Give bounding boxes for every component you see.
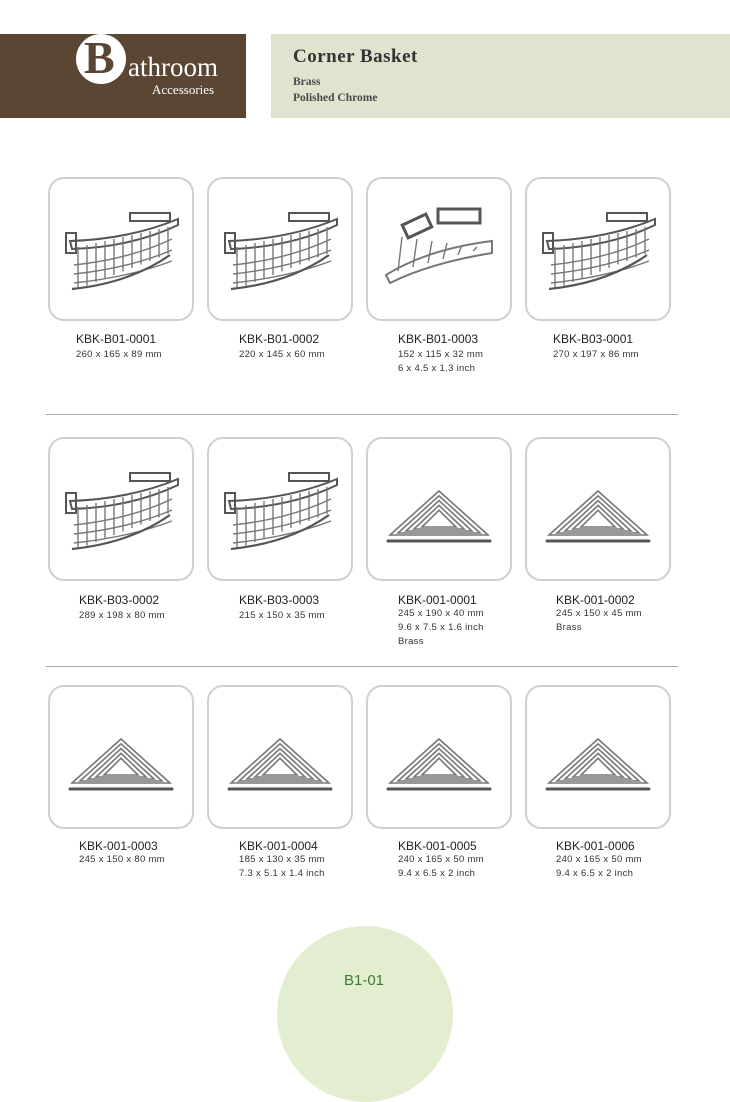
product-dimensions: 185 x 130 x 35 mm — [239, 854, 325, 865]
product-material: Brass — [556, 622, 582, 633]
row-divider — [46, 414, 678, 415]
product-dimensions: 245 x 150 x 80 mm — [79, 854, 165, 865]
corner-basket-image — [209, 439, 351, 579]
product-code: KBK-B01-0003 — [398, 332, 479, 346]
product-code: KBK-001-0001 — [398, 593, 477, 607]
product-code: KBK-001-0003 — [79, 839, 158, 853]
product-card[interactable] — [366, 685, 512, 829]
row-divider — [46, 666, 678, 667]
product-dimensions-inch: 7.3 x 5.1 x 1.4 inch — [239, 868, 325, 879]
corner-basket-image — [50, 179, 192, 319]
product-card[interactable] — [525, 437, 671, 581]
product-card[interactable] — [48, 437, 194, 581]
corner-basket-image — [368, 179, 510, 319]
corner-basket-image — [209, 687, 351, 827]
material-label-2: Polished Chrome — [293, 92, 378, 104]
product-dimensions: 260 x 165 x 89 mm — [76, 349, 162, 360]
product-code: KBK-001-0004 — [239, 839, 318, 853]
product-card[interactable] — [207, 437, 353, 581]
product-code: KBK-B01-0002 — [239, 332, 320, 346]
product-dimensions: 215 x 150 x 35 mm — [239, 610, 325, 621]
product-dimensions: 240 x 165 x 50 mm — [556, 854, 642, 865]
product-code: KBK-B03-0003 — [239, 593, 320, 607]
page-number: B1-01 — [344, 972, 385, 989]
product-card[interactable] — [207, 685, 353, 829]
product-card[interactable] — [48, 685, 194, 829]
corner-basket-image — [209, 179, 351, 319]
product-dimensions-inch: 9.4 x 6.5 x 2 inch — [398, 868, 476, 879]
product-code: KBK-B03-0002 — [79, 593, 160, 607]
product-dimensions-inch: 9.4 x 6.5 x 2 inch — [556, 868, 634, 879]
product-material: Brass — [398, 636, 424, 647]
corner-basket-image — [527, 439, 669, 579]
product-card[interactable] — [48, 177, 194, 321]
product-dimensions: 245 x 190 x 40 mm — [398, 608, 484, 619]
product-code: KBK-001-0005 — [398, 839, 477, 853]
product-card[interactable] — [366, 437, 512, 581]
product-code: KBK-B01-0001 — [76, 332, 157, 346]
product-code: KBK-B03-0001 — [553, 332, 634, 346]
product-code: KBK-001-0006 — [556, 839, 635, 853]
product-card[interactable] — [366, 177, 512, 321]
brand-logo-word: athroom — [128, 52, 218, 82]
brand-logo-letter: B — [84, 32, 115, 83]
corner-basket-image — [50, 439, 192, 579]
product-card[interactable] — [207, 177, 353, 321]
corner-basket-image — [527, 687, 669, 827]
product-dimensions: 220 x 145 x 60 mm — [239, 349, 325, 360]
product-dimensions: 240 x 165 x 50 mm — [398, 854, 484, 865]
product-dimensions: 245 x 150 x 45 mm — [556, 608, 642, 619]
corner-basket-image — [527, 179, 669, 319]
page-number-badge — [277, 926, 453, 1102]
product-dimensions: 270 x 197 x 86 mm — [553, 349, 639, 360]
material-label-1: Brass — [293, 76, 321, 88]
product-card[interactable] — [525, 177, 671, 321]
product-dimensions: 152 x 115 x 32 mm — [398, 349, 484, 360]
brand-logo-subtitle: Accessories — [152, 82, 215, 97]
product-dimensions-inch: 6 x 4.5 x 1.3 inch — [398, 363, 476, 374]
corner-basket-image — [368, 439, 510, 579]
product-code: KBK-001-0002 — [556, 593, 635, 607]
product-card[interactable] — [525, 685, 671, 829]
corner-basket-image — [50, 687, 192, 827]
corner-basket-image — [368, 687, 510, 827]
page-title: Corner Basket — [293, 46, 418, 67]
product-dimensions-inch: 9.6 x 7.5 x 1.6 inch — [398, 622, 484, 633]
product-dimensions: 289 x 198 x 80 mm — [79, 610, 165, 621]
